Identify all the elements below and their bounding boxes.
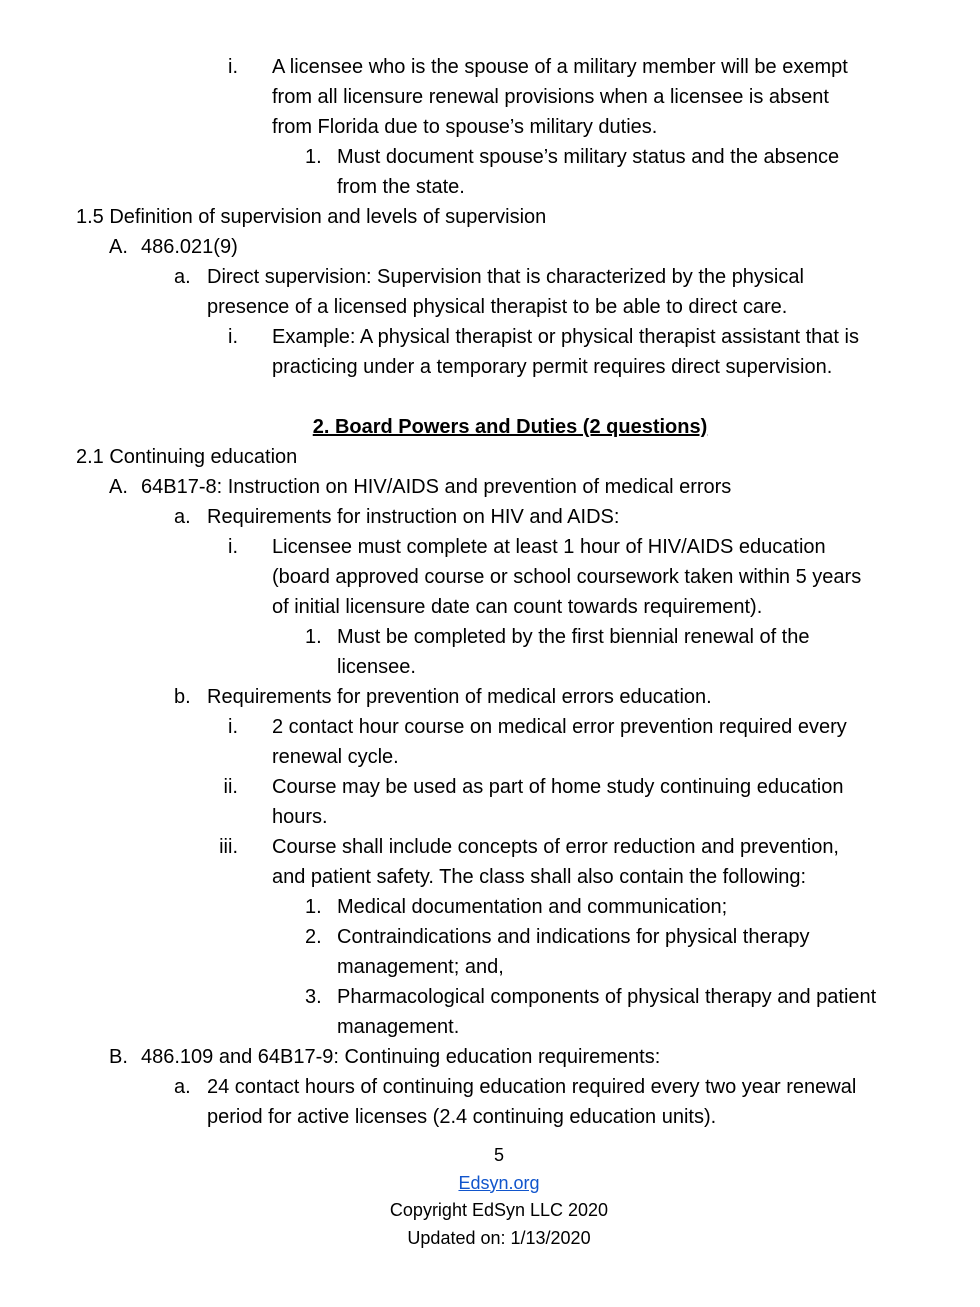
list-item-text: Example: A physical therapist or physical therapist assistant that is	[272, 326, 859, 348]
list-item-text: management; and,	[337, 956, 504, 978]
list-marker: B.	[109, 1046, 128, 1068]
outline-line	[0, 802, 980, 832]
list-marker: b.	[174, 686, 191, 708]
list-item-text: Licensee must complete at least 1 hour of HIV/AIDS education	[272, 536, 826, 558]
list-marker: i.	[228, 56, 238, 78]
list-marker: A.	[109, 236, 128, 258]
document-body	[0, 52, 980, 1132]
list-marker: a.	[174, 506, 191, 528]
list-marker: i.	[228, 716, 238, 738]
list-item-text: 2 contact hour course on medical error prevention required every	[272, 716, 847, 738]
blank-line	[0, 382, 980, 412]
list-item-text: from Florida due to spouse’s military duties.	[272, 116, 658, 138]
list-item-text: 2.1 Continuing education	[76, 446, 298, 468]
list-marker: a.	[174, 266, 191, 288]
outline-line	[0, 832, 980, 862]
list-marker: 1.	[305, 626, 322, 648]
list-marker: a.	[174, 1076, 191, 1098]
outline-line	[0, 1072, 980, 1102]
outline-line	[0, 352, 980, 382]
list-item-text: Course shall include concepts of error reduction and prevention,	[272, 836, 839, 858]
outline-line	[0, 322, 980, 352]
outline-line	[0, 472, 980, 502]
list-item-text: 486.109 and 64B17-9: Continuing education requirements:	[141, 1046, 661, 1068]
list-item-text: hours.	[272, 806, 328, 828]
list-item-text: period for active licenses (2.4 continuing education units).	[207, 1106, 717, 1128]
outline-line	[0, 742, 980, 772]
outline-line	[0, 922, 980, 952]
outline-line	[0, 892, 980, 922]
list-marker: 1.	[305, 896, 322, 918]
list-item-text: of initial licensure date can count towards requirement).	[272, 596, 763, 618]
copyright-text: Copyright EdSyn LLC 2020	[389, 1200, 609, 1220]
outline-line	[0, 172, 980, 202]
outline-line	[0, 142, 980, 172]
list-item-text: and patient safety. The class shall also contain the following:	[272, 866, 807, 888]
list-item-text: management.	[337, 1016, 460, 1038]
list-item-text: A licensee who is the spouse of a military member will be exempt	[272, 56, 848, 78]
outline-line	[0, 532, 980, 562]
list-item-text: practicing under a temporary permit requires direct supervision.	[272, 356, 833, 378]
list-item-text: Medical documentation and communication;	[337, 896, 728, 918]
outline-line	[0, 1012, 980, 1042]
list-marker: 2.	[305, 926, 322, 948]
outline-line	[0, 982, 980, 1012]
outline-line	[0, 952, 980, 982]
list-marker: 3.	[305, 986, 322, 1008]
outline-line	[0, 622, 980, 652]
list-item-text: 64B17-8: Instruction on HIV/AIDS and prevention of medical errors	[141, 476, 732, 498]
section-heading: 2. Board Powers and Duties (2 questions)	[312, 416, 708, 438]
outline-line	[0, 52, 980, 82]
page-number: 5	[493, 1145, 504, 1165]
list-item-text: presence of a licensed physical therapist to be able to direct care.	[207, 296, 788, 318]
outline-line	[0, 232, 980, 262]
outline-line	[0, 202, 980, 232]
outline-line	[0, 82, 980, 112]
list-marker: ii.	[223, 776, 238, 798]
list-marker: i.	[228, 326, 238, 348]
list-item-text: 486.021(9)	[141, 236, 238, 258]
outline-line	[0, 712, 980, 742]
list-item-text: Contraindications and indications for physical therapy	[337, 926, 810, 948]
outline-line	[0, 562, 980, 592]
updated-date: Updated on: 1/13/2020	[407, 1227, 591, 1248]
list-marker: i.	[228, 536, 238, 558]
list-marker: iii.	[219, 836, 238, 858]
outline-line	[0, 262, 980, 292]
outline-line	[0, 442, 980, 472]
list-item-text: (board approved course or school coursework taken within 5 years	[272, 566, 862, 588]
list-item-text: Must document spouse’s military status and the absence	[337, 146, 840, 168]
outline-line	[0, 652, 980, 682]
list-item-text: from all licensure renewal provisions when a licensee is absent	[272, 86, 829, 108]
list-item-text: Requirements for prevention of medical errors education.	[207, 686, 712, 708]
list-item-text: 1.5 Definition of supervision and levels of supervision	[76, 206, 547, 228]
outline-line	[0, 1042, 980, 1072]
list-marker: 1.	[305, 146, 322, 168]
list-item-text: Course may be used as part of home study continuing education	[272, 776, 844, 798]
list-item-text: from the state.	[337, 176, 465, 198]
outline-line	[0, 502, 980, 532]
list-item-text: Direct supervision: Supervision that is characterized by the physical	[207, 266, 804, 288]
list-item-text: Must be completed by the first biennial renewal of the	[337, 626, 810, 648]
list-item-text: licensee.	[337, 656, 416, 678]
list-item-text: Pharmacological components of physical therapy and patient	[337, 986, 877, 1008]
page-footer	[0, 1142, 980, 1252]
outline-line	[0, 112, 980, 142]
outline-line	[0, 592, 980, 622]
outline-line	[0, 772, 980, 802]
list-item-text: 24 contact hours of continuing education required every two year renewal	[207, 1076, 857, 1098]
outline-line	[0, 292, 980, 322]
list-marker: A.	[109, 476, 128, 498]
list-item-text: renewal cycle.	[272, 746, 399, 768]
outline-line	[0, 862, 980, 892]
edsyn-link[interactable]: Edsyn.org	[458, 1172, 540, 1193]
outline-line	[0, 1102, 980, 1132]
list-item-text: Requirements for instruction on HIV and AIDS:	[207, 506, 620, 528]
outline-line	[0, 682, 980, 712]
